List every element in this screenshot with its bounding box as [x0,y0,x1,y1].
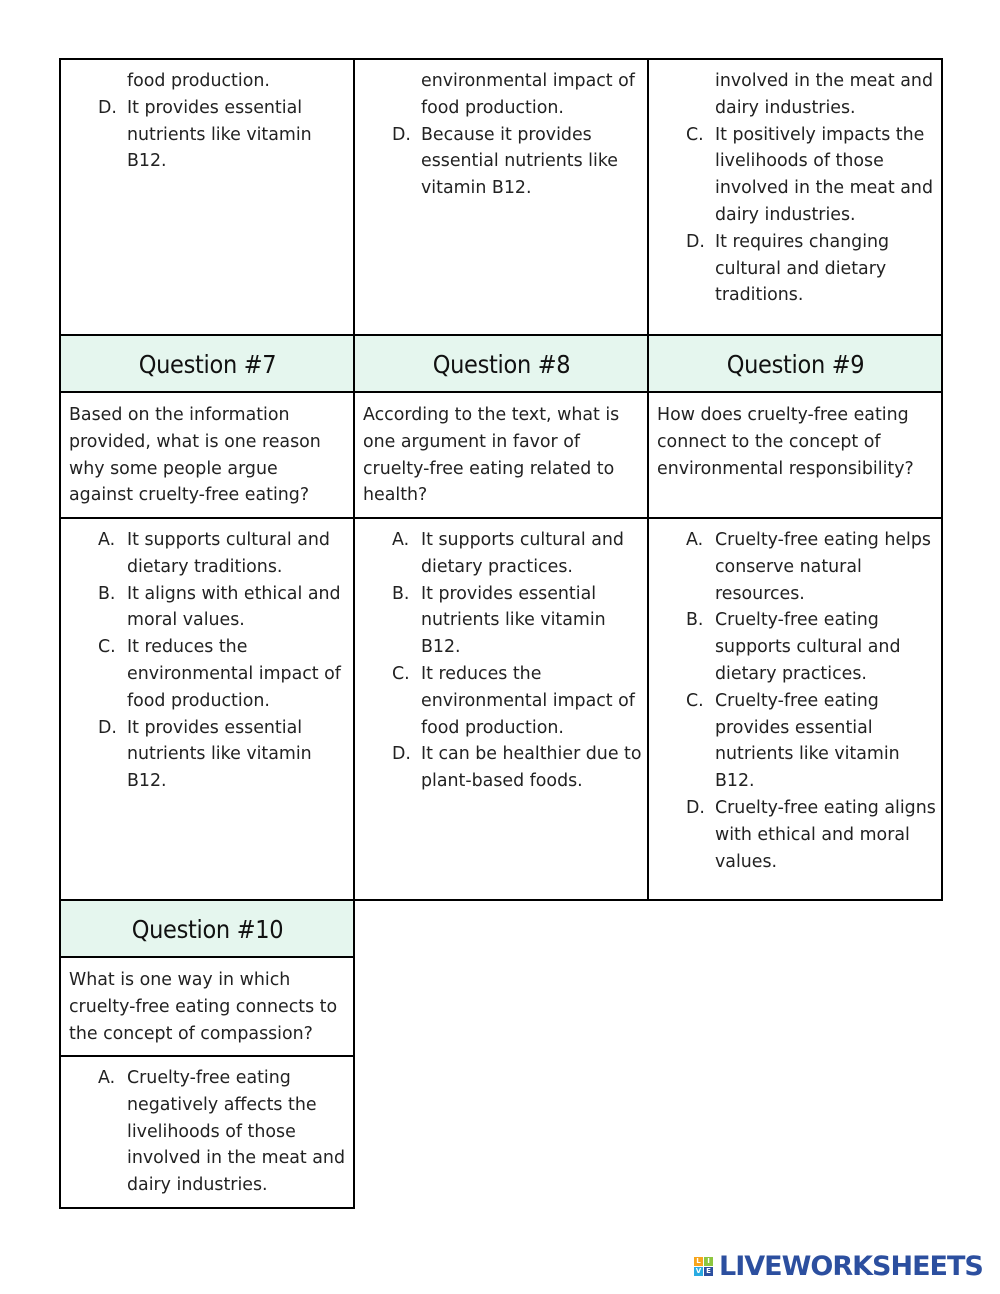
option-item [355,741,647,795]
table-border [59,517,943,519]
option-text: It supports cultural and dietary traditions. [127,530,330,577]
table-border [59,58,943,60]
option-letter: D. [98,97,117,118]
question-8-header [355,336,648,392]
table-border [59,391,943,393]
option-text: environmental impact of food production. [421,71,635,118]
option-text: Cruelty-free eating negatively affects the livelihoods of those involved in the meat and dairy industries. [127,1068,345,1196]
question-10-options [61,1065,353,1199]
option-item [355,68,647,122]
top-cell-2 [355,68,647,202]
option-text: Cruelty-free eating aligns with ethical and moral values. [715,797,936,872]
option-list [355,527,647,795]
question-title: Question #10 [131,914,284,944]
question-10-header [61,901,354,957]
top-cell-3 [649,68,941,309]
option-text: It positively impacts the livelihoods of those involved in the meat and dairy industries. [715,124,933,225]
option-letter: D. [98,717,117,738]
table-border [59,956,355,958]
option-item [649,68,941,122]
table-border [59,334,943,336]
question-7-header [61,336,354,392]
option-text: Cruelty-free eating provides essential nutrients like vitamin B12. [715,690,900,792]
option-text: Because it provides essential nutrients like vitamin B12. [421,124,618,199]
option-text: It can be healthier due to plant-based foods. [421,744,642,792]
brand-name: LIVEWORKSHEETS [719,1251,983,1282]
option-text: It provides essential nutrients like vitamin B12. [127,717,312,792]
option-letter: D. [686,231,705,252]
option-item [61,715,353,795]
option-text: It provides essential nutrients like vitamin B12. [127,97,312,172]
option-item [649,795,941,875]
question-7-options [61,527,353,795]
table-border [941,58,943,901]
table-border [59,899,943,901]
option-item [649,607,941,687]
option-letter: A. [98,530,116,550]
option-item [61,68,353,95]
question-8-prompt: According to the text, what is one argument in favor of cruelty-free eating related to health? [363,405,620,506]
option-list [649,527,941,875]
table-border [59,1207,355,1209]
liveworksheets-brand [694,1251,984,1283]
option-item [355,122,647,202]
logo-block-e: E [704,1267,713,1276]
option-item [649,229,941,309]
option-item [355,581,647,661]
option-item [649,527,941,607]
option-text: It reduces the environmental impact of food production. [127,637,341,711]
option-letter: D. [686,797,705,818]
question-10-prompt: What is one way in which cruelty-free eating connects to the concept of compassion? [69,970,338,1044]
option-letter: B. [686,610,704,631]
option-letter: A. [392,530,410,550]
option-letter: A. [686,530,704,550]
option-letter: B. [392,583,410,604]
question-8-options [355,527,647,795]
table-border [353,58,355,1209]
option-item [355,661,647,741]
logo-block-l: L [694,1257,703,1266]
table-border [59,1055,355,1057]
option-text: involved in the meat and dairy industries. [715,71,933,118]
option-letter: C. [98,637,116,658]
option-letter: C. [686,124,704,145]
option-item [61,634,353,714]
question-9-prompt: How does cruelty-free eating connect to the concept of environmental responsibility? [657,405,914,479]
option-text: It provides essential nutrients like vitamin B12. [421,583,606,658]
table-border [59,58,61,1209]
option-letter: C. [392,663,410,684]
option-item [649,688,941,795]
question-title: Question #8 [432,349,571,379]
option-item [61,527,353,581]
option-text: Cruelty-free eating helps conserve natural resources. [715,530,931,604]
option-letter: D. [392,124,411,145]
option-text: It aligns with ethical and moral values. [127,583,341,631]
option-list [61,68,353,175]
option-item [61,95,353,175]
option-text: It reduces the environmental impact of food production. [421,663,635,738]
option-text: It requires changing cultural and dietary traditions. [715,231,890,306]
top-cell-1 [61,68,353,175]
option-text: Cruelty-free eating supports cultural and dietary practices. [715,610,901,684]
question-title: Question #7 [138,349,277,379]
option-letter: D. [392,744,411,765]
logo-block-i: I [704,1257,713,1266]
table-border [647,58,649,901]
option-item [649,122,941,229]
question-9-options [649,527,941,875]
option-letter: A. [98,1068,116,1088]
option-text: It supports cultural and dietary practices. [421,530,624,577]
question-9-header [649,336,942,392]
option-letter: C. [686,690,704,711]
option-item [355,527,647,581]
logo-block-v: V [695,1267,702,1275]
option-list [61,527,353,795]
option-item [61,581,353,635]
option-list [355,68,647,202]
option-text: food production. [127,71,270,91]
option-list [61,1065,353,1199]
question-title: Question #9 [726,349,865,379]
option-letter: B. [98,583,116,604]
option-list [649,68,941,309]
option-item [61,1065,353,1199]
question-7-prompt: Based on the information provided, what is one reason why some people argue against cruelty-free eating? [69,405,321,506]
